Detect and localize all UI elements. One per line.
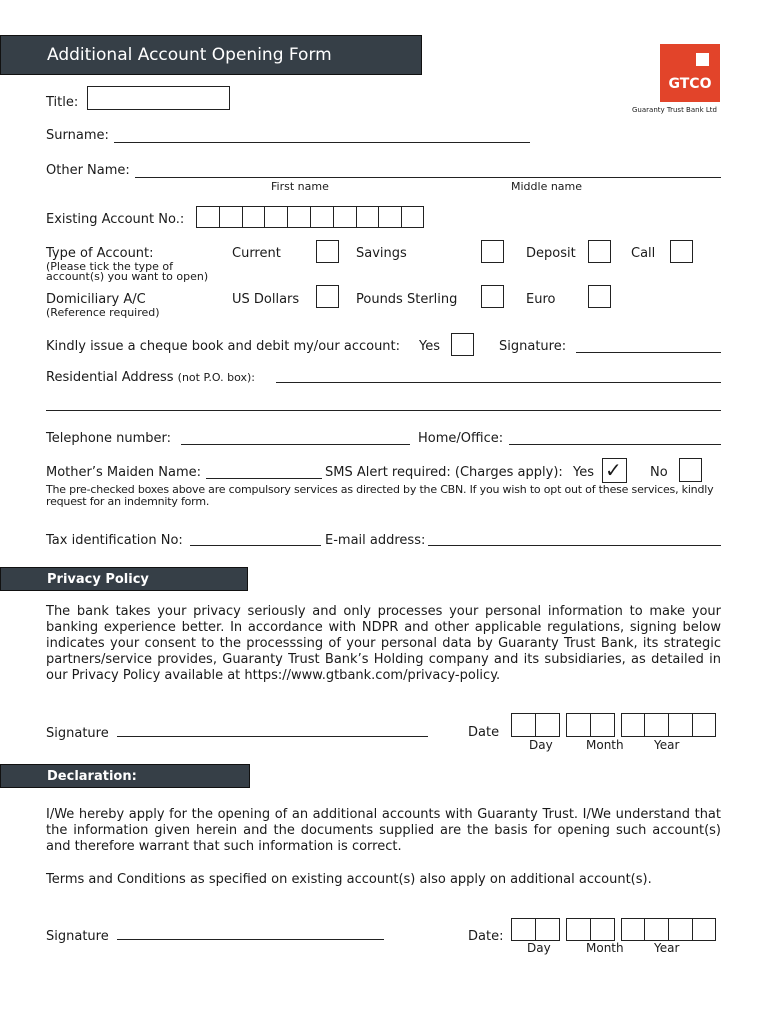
type-note: (Please tick the type of account(s) you want to open) — [46, 260, 209, 283]
privacy-year-caption: Year — [654, 738, 680, 752]
home-office-field[interactable] — [509, 444, 721, 445]
cheque-yes-checkbox[interactable] — [451, 333, 474, 356]
privacy-date-label: Date — [468, 725, 500, 740]
sms-no-checkbox[interactable] — [679, 458, 702, 482]
surname-field[interactable] — [114, 142, 530, 143]
savings-label: Savings — [356, 246, 407, 261]
gtco-logo — [660, 44, 720, 102]
email-field[interactable] — [428, 545, 721, 546]
pounds-sterling-label: Pounds Sterling — [356, 292, 458, 307]
home-office-label: Home/Office: — [418, 431, 504, 446]
declaration-heading-banner — [0, 764, 250, 788]
sms-yes-label: Yes — [573, 465, 594, 480]
declaration-year-field[interactable] — [621, 918, 716, 941]
residential-address-label: Residential Address (not P.O. box): — [46, 370, 255, 385]
privacy-signature-field[interactable] — [117, 736, 428, 737]
privacy-heading: Privacy Policy — [47, 572, 149, 587]
cheque-signature-label: Signature: — [499, 339, 567, 354]
tax-id-label: Tax identification No: — [46, 533, 183, 548]
first-name-caption: First name — [271, 180, 329, 193]
logo-subtitle: Guaranty Trust Bank Ltd — [632, 106, 717, 114]
sms-yes-checkbox[interactable] — [602, 458, 627, 483]
declaration-signature-field[interactable] — [117, 939, 384, 940]
maiden-name-label: Mother’s Maiden Name: — [46, 465, 202, 480]
existing-account-label: Existing Account No.: — [46, 212, 185, 227]
existing-account-field[interactable] — [196, 206, 424, 228]
declaration-signature-label: Signature — [46, 929, 109, 944]
declaration-text: I/We hereby apply for the opening of an additional accounts with Guaranty Trust. I/We understand that the information given herein and the documents supplied are the basis for opening such account(s) and therefore warrant that such information is correct. — [46, 807, 721, 854]
telephone-label: Telephone number: — [46, 431, 172, 446]
privacy-year-field[interactable] — [621, 713, 716, 737]
declaration-date-label: Date: — [468, 929, 504, 944]
cheque-signature-field[interactable] — [576, 352, 721, 353]
declaration-day-field[interactable] — [511, 918, 560, 941]
cbn-note: The pre-checked boxes above are compulsory services as directed by the CBN. If you wish to opt out of these services, kindly request for an indemnity form. — [46, 483, 714, 508]
declaration-terms: Terms and Conditions as specified on existing account(s) also apply on additional account(s). — [46, 872, 652, 887]
sms-no-label: No — [650, 465, 668, 480]
title-input[interactable] — [87, 86, 230, 110]
privacy-day-caption: Day — [529, 738, 553, 752]
maiden-name-field[interactable] — [206, 478, 322, 479]
deposit-checkbox[interactable] — [588, 240, 611, 263]
savings-checkbox[interactable] — [481, 240, 504, 263]
tax-id-field[interactable] — [190, 545, 321, 546]
sms-alert-label: SMS Alert required: (Charges apply): — [325, 465, 563, 480]
declaration-day-caption: Day — [527, 941, 551, 955]
privacy-text: The bank takes your privacy seriously and only processes your personal information to make your banking experience better. In accordance with NDPR and other applicable regulations, signing below indicates your consent to the processsing of your personal data by Guaranty Trust Bank, its strategic partners/service provides, Guaranty Trust Bank’s Holding company and its subsidiaries, as detailed in our Privacy Policy available at https://www.gtbank.com/privacy-policy. — [46, 604, 721, 683]
privacy-month-field[interactable] — [566, 713, 615, 737]
current-checkbox[interactable] — [316, 240, 339, 263]
call-checkbox[interactable] — [670, 240, 693, 263]
type-of-account-label: Type of Account: — [46, 246, 154, 261]
declaration-month-caption: Month — [586, 941, 624, 955]
call-label: Call — [631, 246, 656, 261]
declaration-month-field[interactable] — [566, 918, 615, 941]
privacy-signature-label: Signature — [46, 726, 109, 741]
euro-checkbox[interactable] — [588, 285, 611, 308]
logo-text: GTCO — [668, 76, 712, 92]
form-title: Additional Account Opening Form — [47, 45, 332, 65]
privacy-heading-banner — [0, 567, 248, 591]
surname-label: Surname: — [46, 128, 109, 143]
other-name-field[interactable] — [135, 177, 721, 178]
telephone-field[interactable] — [181, 444, 410, 445]
check-mark-icon: ✓ — [605, 458, 622, 482]
logo-square-icon — [696, 53, 709, 66]
us-dollars-label: US Dollars — [232, 292, 300, 307]
domiciliary-label: Domiciliary A/C — [46, 292, 146, 307]
current-label: Current — [232, 246, 281, 261]
euro-label: Euro — [526, 292, 556, 307]
residential-address-field-line2[interactable] — [46, 410, 721, 411]
pounds-sterling-checkbox[interactable] — [481, 285, 504, 308]
declaration-year-caption: Year — [654, 941, 680, 955]
privacy-month-caption: Month — [586, 738, 624, 752]
email-label: E-mail address: — [325, 533, 426, 548]
form-title-banner — [0, 35, 422, 75]
privacy-day-field[interactable] — [511, 713, 560, 737]
cheque-yes-label: Yes — [419, 339, 440, 354]
residential-address-field[interactable] — [276, 382, 721, 383]
title-label: Title: — [46, 95, 79, 110]
middle-name-caption: Middle name — [511, 180, 583, 193]
other-name-label: Other Name: — [46, 163, 130, 178]
declaration-heading: Declaration: — [47, 769, 137, 784]
deposit-label: Deposit — [526, 246, 576, 261]
cheque-book-label: Kindly issue a cheque book and debit my/our account: — [46, 339, 401, 354]
reference-required-note: (Reference required) — [46, 306, 160, 319]
us-dollars-checkbox[interactable] — [316, 285, 339, 308]
